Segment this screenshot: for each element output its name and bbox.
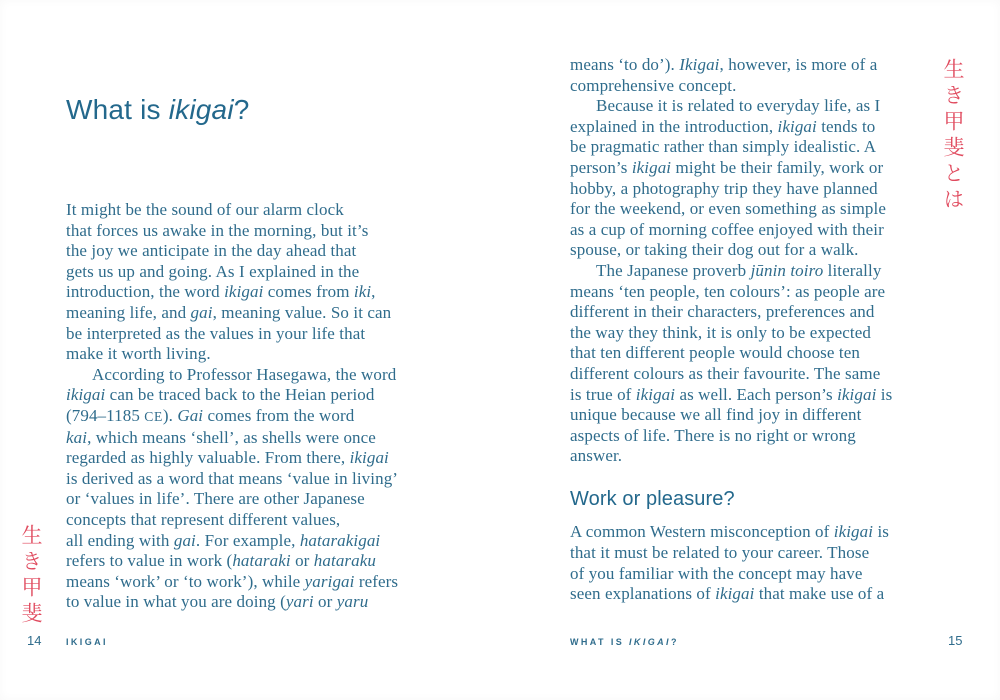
left-vertical-japanese-caption: 生き甲斐 bbox=[19, 524, 43, 628]
paragraph: The Japanese proverb jūnin toiro literally means ‘ten people, ten colours’: as people are different in their characters, preferences and the way they think, it is only to be expected that ten different people would choose ten different colours as their favourite. The same is true of ikigai as well. Each person’s ikigai is unique because we all find joy in different aspects of life. There is no right or wrong answer. bbox=[570, 260, 893, 466]
paragraph: means ‘to do’). Ikigai, however, is more of a comprehensive concept. bbox=[570, 55, 878, 95]
section-subheading: Work or pleasure? bbox=[570, 487, 735, 510]
right-page-text-after-subheading bbox=[570, 522, 938, 604]
paragraph: A common Western misconception of ikigai is that it must be related to your career. Those of you familiar with the concept may have seen explanations of ikigai that make use of a bbox=[570, 522, 889, 604]
left-page-body-text bbox=[66, 200, 442, 613]
left-running-head: IKIGAI bbox=[66, 637, 108, 647]
chapter-heading: What is ikigai? bbox=[66, 94, 250, 125]
right-vertical-japanese-caption: 生き甲斐とは bbox=[941, 58, 965, 214]
paragraph: Because it is related to everyday life, as I explained in the introduction, ikigai tends to be pragmatic rather than simply idealistic. A person’s ikigai might be their family, work or hobby, a photography trip they have planned for the weekend, or even something as simple as a cup of morning coffee enjoyed with their spouse, or taking their dog out for a walk. bbox=[570, 96, 886, 260]
paragraph: According to Professor Hasegawa, the word ikigai can be traced back to the Heian period (794–1185 CE). Gai comes from the word kai, which means ‘shell’, as shells were once regarded as highly valuable. From there, ikigai is derived as a word that means ‘value in living’ or ‘values in life’. There are other Japanese concepts that represent different values, all ending with gai. For example, hatarakigai refers to value in work (hataraki or hataraku means ‘work’ or ‘to work’), while yarigai refers to value in what you are doing (yari or yaru bbox=[66, 364, 399, 612]
right-running-head: WHAT IS IKIGAI? bbox=[570, 637, 679, 647]
left-page-number: 14 bbox=[27, 633, 42, 648]
right-page-text-before-subheading bbox=[570, 55, 938, 467]
right-page-number: 15 bbox=[948, 633, 963, 648]
paragraph: It might be the sound of our alarm clock that forces us awake in the morning, but it’s the joy we anticipate in the day ahead that gets us up and going. As I explained in the introduction, the word ikigai comes from iki, meaning life, and gai, meaning value. So it can be interpreted as the values in your life that make it worth living. bbox=[66, 200, 392, 364]
right-page-body-text bbox=[570, 55, 938, 605]
